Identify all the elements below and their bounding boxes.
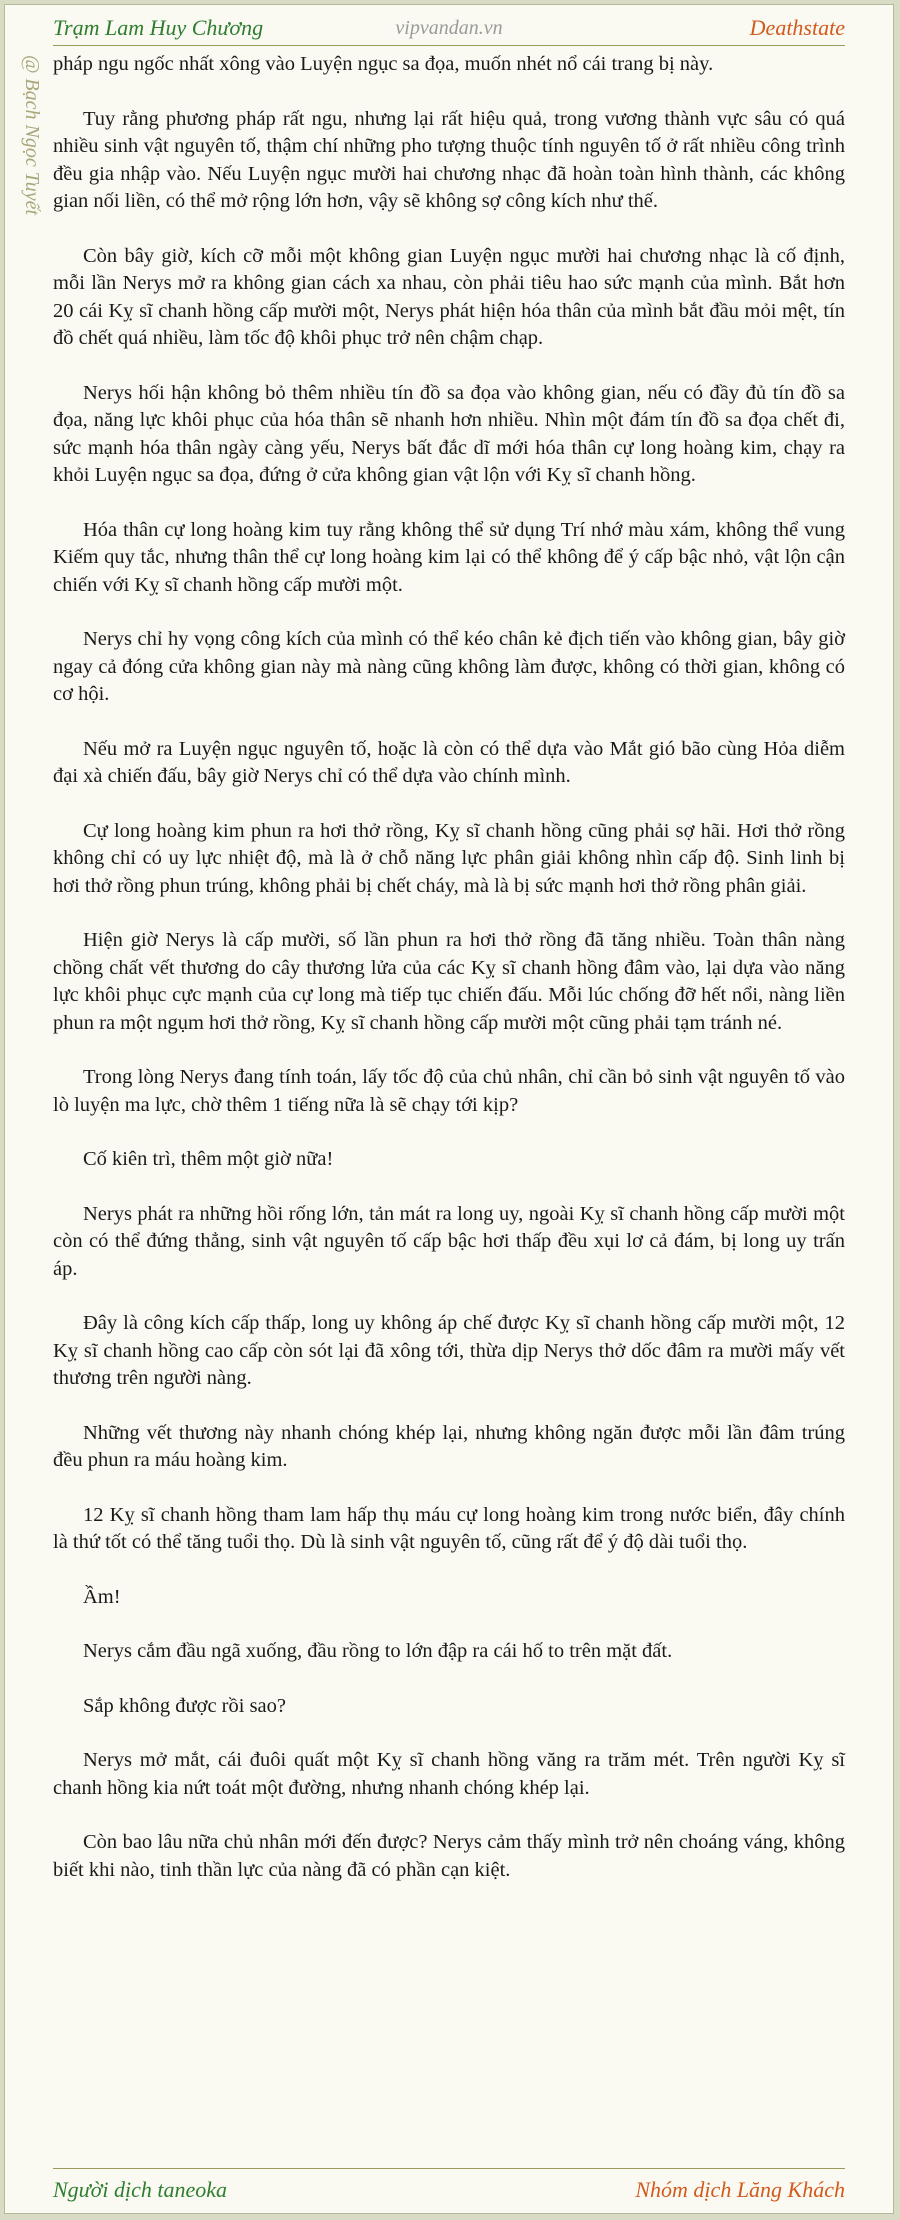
paragraph: Những vết thương này nhanh chóng khép lại, nhưng không ngăn được mỗi lần đâm trúng đều phun ra máu hoàng kim. — [53, 1421, 845, 1471]
paragraph: Nerys cắm đầu ngã xuống, đầu rồng to lớn đập ra cái hố to trên mặt đất. — [83, 1640, 673, 1662]
header-website: vipvandan.vn — [395, 17, 503, 39]
chapter-text — [53, 51, 845, 1911]
page-header — [53, 13, 845, 46]
paragraph: Còn bao lâu nữa chủ nhân mới đến được? Nerys cảm thấy mình trở nên choáng váng, không biết khi nào, tinh thần lực của nàng đã có phần cạn kiệt. — [53, 1831, 845, 1881]
paragraph: Nếu mở ra Luyện ngục nguyên tố, hoặc là còn có thể dựa vào Mắt gió bão cùng Hỏa diễm đại xà chiến đấu, bây giờ Nerys chỉ có thể dựa vào chính mình. — [53, 737, 845, 787]
paragraph: Ầm! — [83, 1585, 121, 1608]
paragraph: Nerys phát ra những hồi rống lớn, tản mát ra long uy, ngoài Kỵ sĩ chanh hồng cấp mười một còn có thể đứng thẳng, sinh vật nguyên tố cấp bậc hơi thấp đều xụi lơ cả đám, bị long uy trấn áp. — [53, 1202, 845, 1280]
paragraph: Còn bây giờ, kích cỡ mỗi một không gian Luyện ngục mười hai chương nhạc là cố định, mỗi lần Nerys mở ra không gian cách xa nhau, còn phải tiêu hao sức mạnh của mình. Bắt hơn 20 cái Kỵ sĩ chanh hồng cấp mười một, Nerys phát hiện hóa thân của mình bắt đầu mỏi mệt, tín đồ chết quá nhiều, làm tốc độ khôi phục trở nên chậm chạp. — [53, 244, 845, 349]
header-book-title: Deathstate — [749, 15, 845, 40]
paragraph: Nerys chỉ hy vọng công kích của mình có thể kéo chân kẻ địch tiến vào không gian, bây giờ ngay cả đóng cửa không gian này mà nàng cũng không làm được, không có thời gian, không có cơ hội. — [53, 628, 845, 705]
header-site-name: Trạm Lam Huy Chương — [53, 15, 264, 40]
paragraph: Đây là công kích cấp thấp, long uy không áp chế được Kỵ sĩ chanh hồng cấp mười một, 12 Kỵ sĩ chanh hồng cao cấp còn sót lại đã xông tới, thừa dịp Nerys thở dốc đâm ra mười mấy vết thương trên người nàng. — [53, 1312, 845, 1389]
page — [4, 4, 894, 2214]
paragraph: Sắp không được rồi sao? — [83, 1694, 286, 1717]
side-watermark: @ Bạch Ngọc Tuyết — [21, 55, 43, 216]
paragraph: Trong lòng Nerys đang tính toán, lấy tốc độ của chủ nhân, chỉ cần bỏ sinh vật nguyên tố vào lò luyện ma lực, chờ thêm 1 tiếng nữa là sẽ chạy tới kịp? — [53, 1066, 845, 1116]
footer-translator: Người dịch taneoka — [53, 2177, 228, 2202]
paragraph: Nerys mở mắt, cái đuôi quất một Kỵ sĩ chanh hồng văng ra trăm mét. Trên người Kỵ sĩ chanh hồng kia nứt toát một đường, nhưng nhanh chóng khép lại. — [53, 1749, 845, 1799]
paragraph: Hóa thân cự long hoàng kim tuy rằng không thể sử dụng Trí nhớ màu xám, không thể vung Kiếm quy tắc, nhưng thân thể cự long hoàng kim lại có thể không để ý cấp bậc nhỏ, vật lộn cận chiến với Kỵ sĩ chanh hồng cấp mười một. — [53, 518, 845, 596]
footer-group: Nhóm dịch Lăng Khách — [635, 2177, 845, 2202]
paragraph: Cự long hoàng kim phun ra hơi thở rồng, Kỵ sĩ chanh hồng cũng phải sợ hãi. Hơi thở rồng không chỉ có uy lực nhiệt độ, mà là ở chỗ năng lực phân giải không nhìn cấp độ. Sinh linh bị hơi thở rồng phun trúng, không phải bị chết cháy, mà là bị sức mạnh hơi thở rồng phân giải. — [53, 819, 845, 897]
paragraph: Cố kiên trì, thêm một giờ nữa! — [83, 1148, 334, 1170]
paragraph: Hiện giờ Nerys là cấp mười, số lần phun ra hơi thở rồng đã tăng nhiều. Toàn thân nàng chồng chất vết thương do cây thương lửa của các Kỵ sĩ chanh hồng đâm vào, lại dựa vào năng lực khôi phục cực mạnh của cự long mà tiếp tục chiến đấu. Mỗi lúc chống đỡ hết nổi, nàng liền phun ra một ngụm hơi thở rồng, Kỵ sĩ chanh hồng cấp mười một cũng phải tạm tránh né. — [53, 929, 845, 1034]
paragraph: pháp ngu ngốc nhất xông vào Luyện ngục sa đọa, muốn nhét nổ cái trang bị này. — [53, 53, 714, 75]
paragraph: Tuy rằng phương pháp rất ngu, nhưng lại rất hiệu quả, trong vương thành vực sâu có quá nhiều sinh vật nguyên tố, thậm chí những pho tượng thuộc tính nguyên tố ở rất nhiều công trình đều gia nhập vào. Nếu Luyện ngục mười hai chương nhạc đã hoàn toàn hình thành, các không gian nối liền, có thể mở rộng lớn hơn, vậy sẽ không sợ công kích như thế. — [53, 107, 845, 212]
paragraph: 12 Kỵ sĩ chanh hồng tham lam hấp thụ máu cự long hoàng kim trong nước biển, đây chính là thứ tốt có thể tăng tuổi thọ. Dù là sinh vật nguyên tố, cũng rất để ý độ dài tuổi thọ. — [53, 1503, 845, 1553]
paragraph: Nerys hối hận không bỏ thêm nhiều tín đồ sa đọa vào không gian, nếu có đầy đủ tín đồ sa đọa, năng lực khôi phục của hóa thân sẽ nhanh hơn nhiều. Nhìn một đám tín đồ sa đọa chết đi, sức mạnh hóa thân ngày càng yếu, Nerys bất đắc dĩ mới hóa thân cự long hoàng kim, chạy ra khỏi Luyện ngục sa đọa, đứng ở cửa không gian vật lộn với Kỵ sĩ chanh hồng. — [53, 381, 845, 486]
page-footer — [53, 2168, 845, 2205]
